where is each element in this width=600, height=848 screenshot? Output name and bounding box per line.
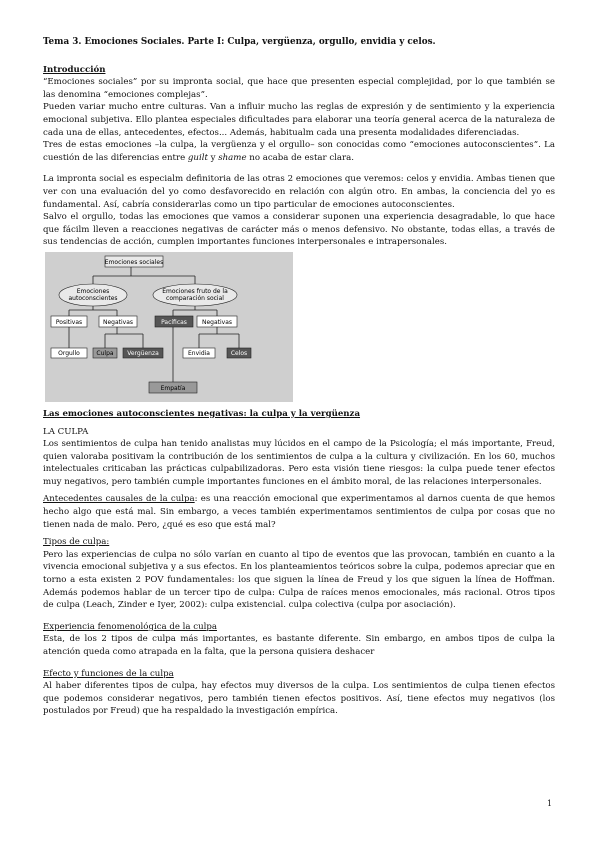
node-pacificas-label: Pacíficas [161, 318, 187, 326]
section2-heading: Las emociones autoconscientes negativas: la culpa y la vergüenza [43, 408, 361, 419]
node-envidia-label: Envidia [188, 349, 210, 357]
experiencia-paragraph: Esta, de los 2 tipos de culpa más importantes, es bastante diferente. Sin embargo, en ambos tipos de culpa la atención queda como atrapada en la falta, que la persona quisiera deshacer [43, 634, 555, 657]
document-title: Tema 3. Emociones Sociales. Parte I: Culpa, vergüenza, orgullo, envidia y celos. [43, 37, 436, 47]
node-root-label: Emociones sociales [104, 258, 164, 266]
antecedentes-paragraph [43, 493, 555, 531]
p3-text: Tres de estas emociones –la culpa, la vergüenza y el orgullo– son conocidas como “emociones autoconscientes”. La cuestión de las diferencias entre [43, 140, 555, 163]
antecedentes-label: Antecedentes causales de la culpa [43, 494, 195, 505]
antecedentes-text: : es una reacción emocional que experimentamos al darnos cuenta de que hemos hecho algo que está mal. Sin embargo, a veces también experimentamos sentimientos de culpa por cosas que no tienen nada de malo. Pero, ¿qué es eso que está mal? [43, 494, 555, 530]
efecto-paragraph: Al haber diferentes tipos de culpa, hay efectos muy diversos de la culpa. Los sentimientos de culpa tienen efectos que podemos considerar negativos, pero también tienen efectos positivos. Así, tiene efectos muy negativos (los postulados por Freud) que ha respaldado la investigación empírica. [43, 681, 555, 717]
p3-mid: y [210, 152, 216, 163]
node-negativas-2-label: Negativas [201, 318, 233, 326]
culpa-paragraph-1: Los sentimientos de culpa han tenido analistas muy lúcidos en el campo de la Psicología; el más importante, Freud, quien valoraba positivam la contribución de los sentimientos de culpa a la cultura y civilización. En los 60, muchos intelectuales criticaban las prácticas culpabilizadoras. Pero esta visión tiene riesgos: la culpa puede tener efectos muy negativos, pero también cumple importantes funciones en el ámbito moral, de las relaciones interpersonales. [43, 439, 555, 487]
intro-paragraph-1: “Emociones sociales” por su impronta social, que hace que presenten especial complejidad, por lo que también se las denomina “emociones complejas”. [43, 77, 555, 100]
tipos-paragraph: Pero las experiencias de culpa no sólo varían en cuanto al tipo de eventos que las provocan, también en cuanto a la vivencia emocional subjetiva y a sus efectos. En los planteamientos teóricos sobre la culpa, podemos apreciar que en torno a esta existen 2 POV fundamentales: los que siguen la línea de Freud y los que siguen la línea de Hoffman. Además podemos hablar de un tercer tipo de culpa: Culpa de raíces menos emocionales, más racional. Otros tipos de culpa (Leach, Zinder e Iyer, 2002): culpa existencial. culpa colectiva (culpa por asociación). [43, 549, 555, 611]
intro-paragraph-5: Salvo el orgullo, todas las emociones que vamos a considerar suponen una experiencia desagradable, lo que hace que fácilm lleven a reacciones negativas de carácter más o menos defensivo. No obstante, todas ellas, a través de sus tendencias de acción, cumplen importantes funciones interpersonales e intrapersonales. [43, 212, 555, 248]
shame-term: shame [218, 152, 247, 163]
intro-paragraph-4: La impronta social es especialm definitoria de las otras 2 emociones que veremos: celos y envidia. Ambas tienen que ver con una evaluación del yo como desfavorecido en relación con algún otro. En ambas, la conciencia del yo es fundamental. Así, cabría considerarlas como un tipo particular de emociones autoconscientes. [43, 174, 555, 210]
intro-paragraph-2: Pueden variar mucho entre culturas. Van a influir mucho las reglas de expresión y de sentimiento y la experiencia emocional subjetiva. Ello plantea especiales dificultades para elaborar una teoría general acerca de la naturaleza de cada una de ellas, antecedentes, efectos... Además, habitualm cada una presenta modalidades diferenciadas. [43, 102, 555, 138]
node-positivas-label: Positivas [55, 318, 83, 326]
node-empatia-label: Empatía [160, 384, 186, 392]
emotions-diagram [45, 252, 293, 402]
node-negativas-label: Negativas [102, 318, 134, 326]
document-page [43, 36, 555, 718]
intro-paragraph-3 [43, 139, 555, 164]
diagram-svg [45, 252, 293, 402]
guilt-term: guilt [187, 152, 208, 163]
p3-end: no acaba de estar clara. [249, 152, 355, 163]
node-celos-label: Celos [230, 349, 248, 357]
node-right-label-1: Emociones fruto de la [162, 287, 228, 295]
intro-heading: Introducción [43, 64, 106, 75]
node-left-label-1: Emociones [76, 287, 110, 295]
node-left-label-2: autoconscientes [68, 294, 118, 302]
culpa-subheading: LA CULPA [43, 426, 89, 437]
efecto-heading: Efecto y funciones de la culpa [43, 668, 174, 679]
node-culpa-label: Culpa [96, 349, 114, 357]
tipos-heading: Tipos de culpa: [43, 537, 110, 548]
node-verguenza-label: Vergüenza [127, 349, 159, 357]
page-number: 1 [547, 799, 553, 808]
experiencia-heading: Experiencia fenomenológica de la culpa [43, 621, 218, 632]
node-right-label-2: comparación social [166, 294, 224, 302]
node-orgullo-label: Orgullo [58, 349, 80, 357]
